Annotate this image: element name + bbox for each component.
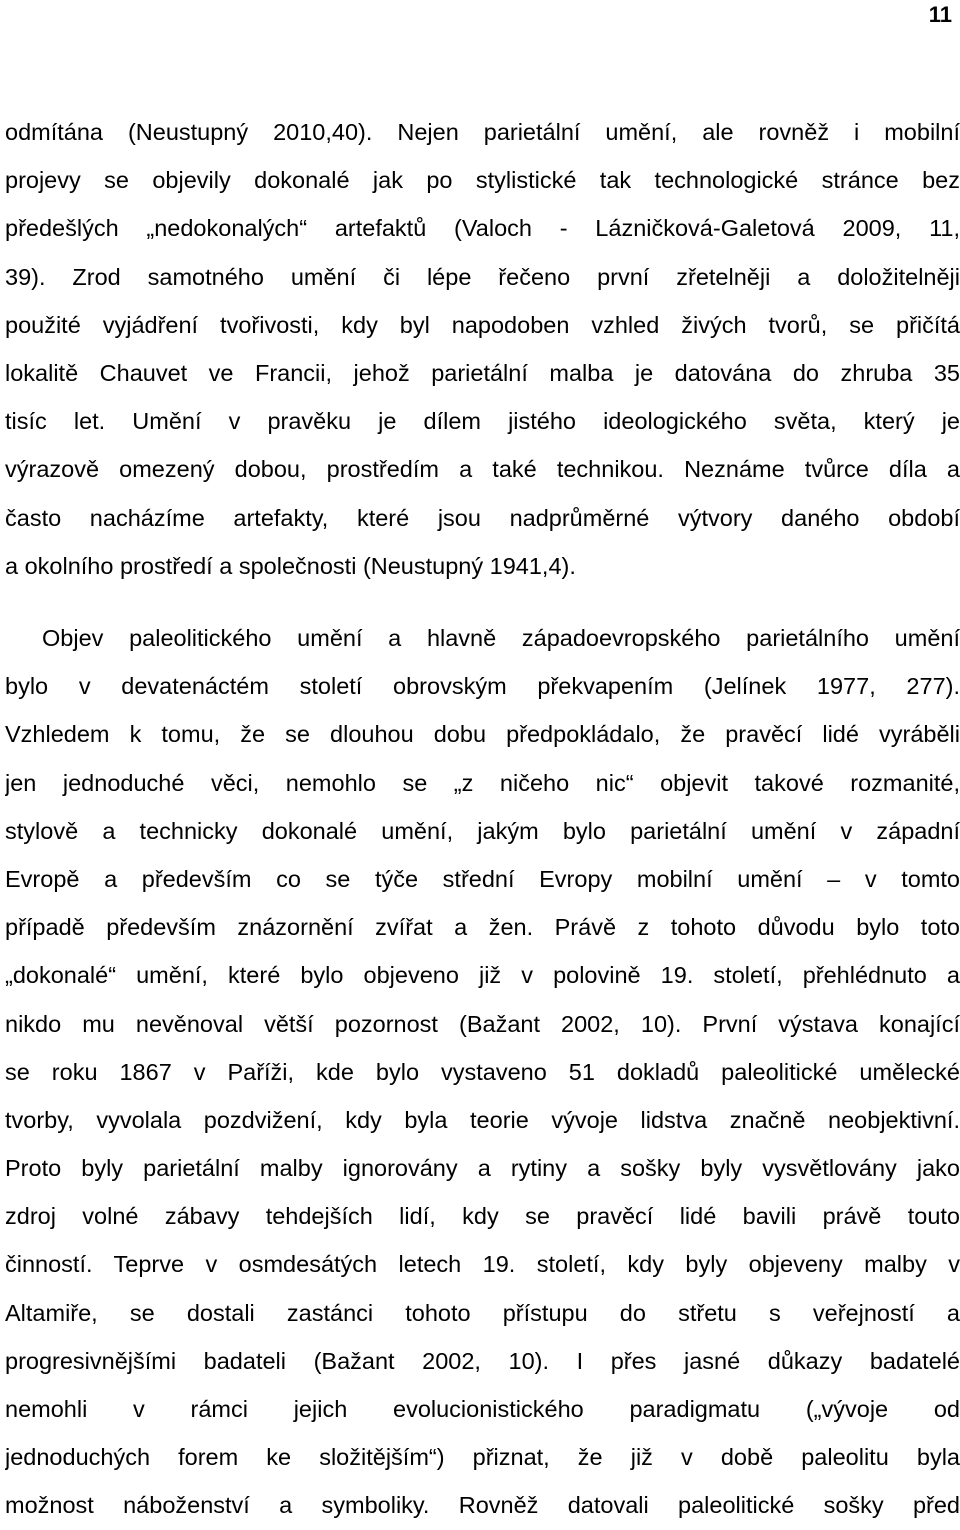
text-line: lokalitě Chauvet ve Francii, jehož parietální malba je datována do zhruba 35 <box>5 359 960 386</box>
text-line: stylově a technicky dokonalé umění, jakým bylo parietální umění v západní <box>5 817 960 844</box>
text-line: Vzhledem k tomu, že se dlouhou dobu předpokládalo, že pravěcí lidé vyráběli <box>5 721 960 748</box>
page-number: 11 <box>928 2 952 27</box>
text-line: případě především znázornění zvířat a žen. Právě z tohoto důvodu bylo toto <box>5 914 960 941</box>
text-line: zdroj volné zábavy tehdejších lidí, kdy se pravěcí lidé bavili právě touto <box>5 1203 960 1230</box>
text-line: 39). Zrod samotného umění či lépe řečeno první zřetelněji a doložitelněji <box>5 263 960 290</box>
text-line: Evropě a především co se týče střední Evropy mobilní umění – v tomto <box>5 865 960 892</box>
text-line: nikdo mu nevěnoval větší pozornost (Bažant 2002, 10). První výstava konající <box>5 1010 960 1037</box>
text-line: progresivnějšími badateli (Bažant 2002, 10). I přes jasné důkazy badatelé <box>5 1347 960 1374</box>
text-line: jednoduchých forem ke složitějším“) přiznat, že již v době paleolitu byla <box>5 1444 960 1471</box>
text-line: často nacházíme artefakty, které jsou nadprůměrné výtvory daného období <box>5 504 960 531</box>
text-line: možnost náboženství a symboliky. Rovněž datovali paleolitické sošky před <box>5 1492 960 1519</box>
text-line: „dokonalé“ umění, které bylo objeveno již v polovině 19. století, přehlédnuto a <box>5 962 960 989</box>
text-line: projevy se objevily dokonalé jak po stylistické tak technologické stránce bez <box>5 167 960 194</box>
text-line: činností. Teprve v osmdesátých letech 19. století, kdy byly objeveny malby v <box>5 1251 960 1278</box>
text-line: Objev paleolitického umění a hlavně západoevropského parietálního umění <box>42 625 960 651</box>
text-line: Altamiře, se dostali zastánci tohoto přístupu do střetu s veřejností a <box>5 1299 960 1326</box>
text-line: se roku 1867 v Paříži, kde bylo vystaveno 51 dokladů paleolitické umělecké <box>5 1058 960 1085</box>
text-line: tvorby, vyvolala pozdvižení, kdy byla teorie vývoje lidstva značně neobjektivní. <box>5 1106 960 1133</box>
text-line: a okolního prostředí a společnosti (Neustupný 1941,4). <box>5 552 576 579</box>
paragraph-2 <box>5 614 960 1530</box>
text-line: předešlých „nedokonalých“ artefaktů (Valoch - Lázničková-Galetová 2009, 11, <box>5 215 960 242</box>
text-line: bylo v devatenáctém století obrovským překvapením (Jelínek 1977, 277). <box>5 673 960 700</box>
paragraph-1 <box>5 108 960 590</box>
text-line: jen jednoduché věci, nemohlo se „z ničeho nic“ objevit takové rozmanité, <box>5 769 960 796</box>
text-line: výrazově omezený dobou, prostředím a také technikou. Neznáme tvůrce díla a <box>5 456 960 483</box>
text-line: Proto byly parietální malby ignorovány a rytiny a sošky byly vysvětlovány jako <box>5 1155 960 1182</box>
text-line: odmítána (Neustupný 2010,40). Nejen parietální umění, ale rovněž i mobilní <box>5 119 960 145</box>
text-line: tisíc let. Umění v pravěku je dílem jistého ideologického světa, který je <box>5 408 960 435</box>
text-line: nemohli v rámci jejich evolucionistického paradigmatu („vývoje od <box>5 1396 960 1422</box>
text-line: použité vyjádření tvořivosti, kdy byl napodoben vzhled živých tvorů, se přičítá <box>5 311 960 338</box>
